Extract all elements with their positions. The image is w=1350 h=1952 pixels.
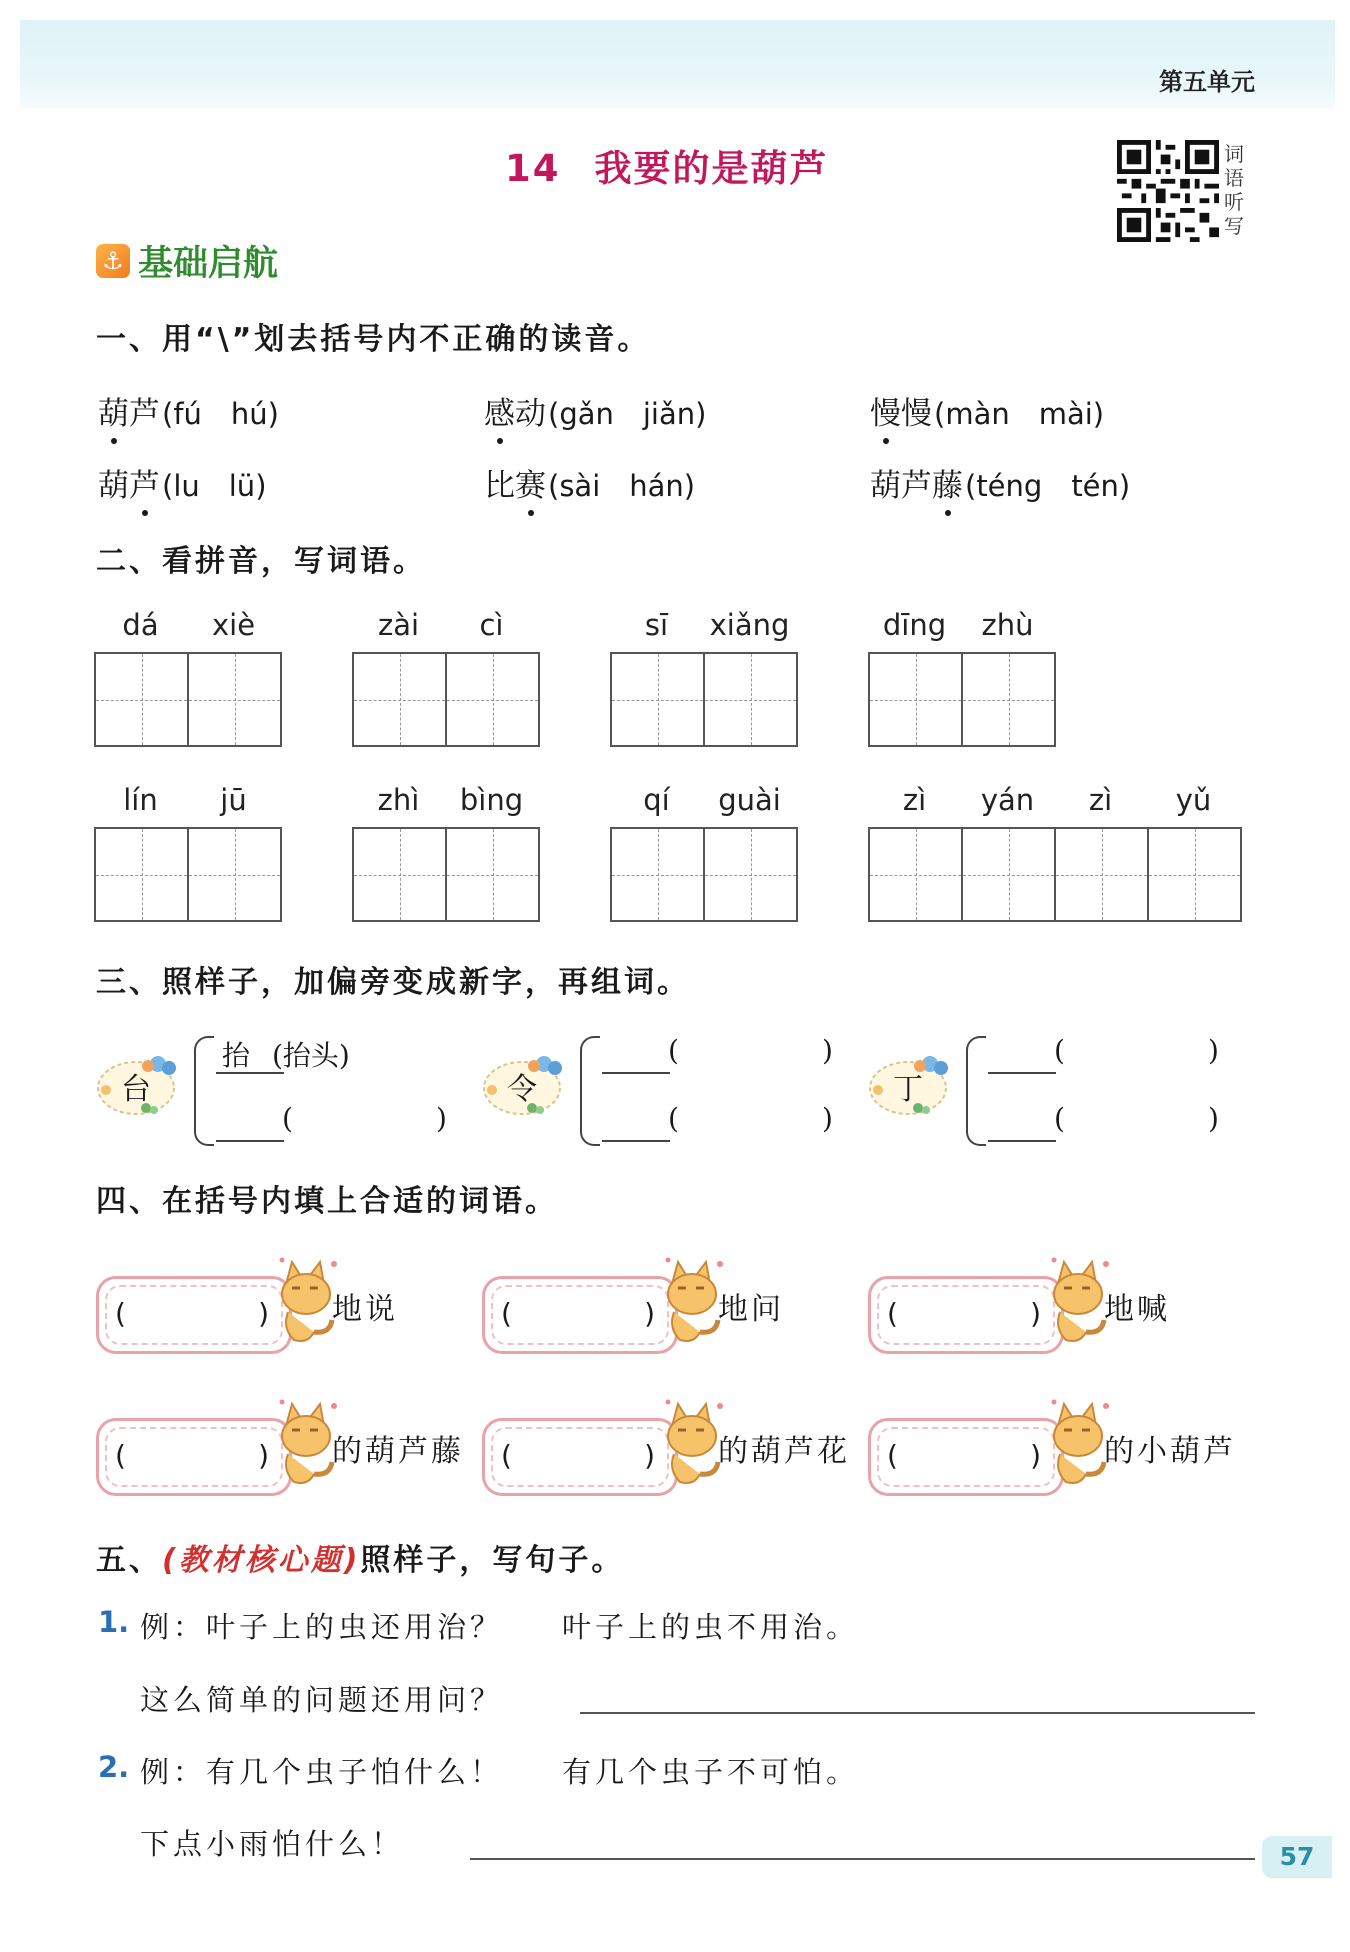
q5-item-1-example: 例：叶子上的虫还用治？ bbox=[140, 1610, 504, 1644]
pinyin-syllable: qí bbox=[643, 783, 670, 817]
section-heading bbox=[96, 236, 278, 286]
base-character: 丁 bbox=[893, 1072, 923, 1107]
q1-item bbox=[870, 388, 1104, 433]
writing-grid bbox=[94, 652, 282, 747]
q5-item-2-example: 例：有几个虫子怕什么！ bbox=[140, 1755, 504, 1789]
grid-cell[interactable] bbox=[612, 829, 703, 920]
dotted-char: 赛 bbox=[515, 468, 546, 504]
right-paren: ) bbox=[1208, 1034, 1219, 1067]
pinyin-options: (gǎn jiǎn) bbox=[548, 397, 707, 431]
writing-grid bbox=[610, 827, 798, 922]
writing-grid bbox=[352, 827, 540, 922]
pinyin-options: (téng tén) bbox=[965, 469, 1131, 503]
left-paren: ( bbox=[1054, 1034, 1065, 1067]
lesson-number: 14 bbox=[505, 147, 561, 190]
lesson-name: 我要的是葫芦 bbox=[594, 147, 829, 190]
dotted-char: 感 bbox=[484, 396, 515, 432]
pinyin-syllable: dīng bbox=[882, 608, 947, 642]
dotted-char: 葫 bbox=[98, 396, 129, 432]
anchor-icon: ⚓ bbox=[96, 244, 130, 278]
grid-cell[interactable] bbox=[354, 829, 445, 920]
grid-cell[interactable] bbox=[1147, 829, 1240, 920]
writing-grid bbox=[94, 827, 282, 922]
dotted-char: 藤 bbox=[932, 468, 963, 504]
brace bbox=[194, 1036, 214, 1146]
cat-icon bbox=[1050, 1254, 1112, 1346]
phrase-suffix: 地喊 bbox=[1104, 1292, 1170, 1327]
example-character: 抬 bbox=[222, 1039, 251, 1072]
dotted-char: 慢 bbox=[870, 396, 901, 432]
cat-decoration bbox=[1050, 1254, 1112, 1346]
grid-cell[interactable] bbox=[96, 829, 187, 920]
right-paren: ) bbox=[258, 1297, 269, 1330]
cat-decoration bbox=[664, 1396, 726, 1488]
page-number: 57 bbox=[1262, 1836, 1332, 1878]
pinyin-syllable: zhù bbox=[981, 608, 1034, 642]
pinyin-syllable: yán bbox=[980, 783, 1035, 817]
grid-cell[interactable] bbox=[187, 829, 280, 920]
grid-cell[interactable] bbox=[870, 829, 961, 920]
answer-box[interactable] bbox=[868, 1418, 1064, 1496]
core-question-tag: (教材核心题) bbox=[162, 1543, 361, 1578]
pinyin-options: (fú hú) bbox=[162, 397, 279, 431]
base-character: 令 bbox=[507, 1072, 537, 1107]
qr-label: 词语听写 bbox=[1224, 142, 1244, 238]
writing-grid bbox=[868, 652, 1056, 747]
q5-title bbox=[96, 1535, 624, 1579]
q3-title: 三、照样子，加偏旁变成新字，再组词。 bbox=[96, 965, 690, 1000]
right-paren: ) bbox=[1030, 1297, 1041, 1330]
cat-decoration bbox=[278, 1396, 340, 1488]
cat-icon bbox=[278, 1254, 340, 1346]
pinyin-label bbox=[94, 608, 280, 642]
grid-cell[interactable] bbox=[703, 654, 796, 745]
q1-title: 一、用“\”划去括号内不正确的读音。 bbox=[96, 322, 651, 357]
pinyin-options: (lu lü) bbox=[162, 469, 267, 503]
word-char: 葫 bbox=[870, 468, 901, 504]
phrase-suffix: 的小葫芦 bbox=[1104, 1434, 1236, 1469]
q1-item bbox=[484, 460, 695, 505]
grid-cell[interactable] bbox=[96, 654, 187, 745]
pinyin-syllable: lín bbox=[123, 783, 158, 817]
pinyin-label bbox=[868, 608, 1054, 642]
grid-cell[interactable] bbox=[961, 654, 1054, 745]
cat-decoration bbox=[664, 1254, 726, 1346]
left-paren: ( bbox=[668, 1034, 679, 1067]
header-band bbox=[20, 20, 1335, 108]
left-paren: ( bbox=[668, 1102, 679, 1135]
flower-badge bbox=[96, 1050, 188, 1122]
pinyin-syllable: xiè bbox=[211, 608, 256, 642]
right-paren: ) bbox=[822, 1034, 833, 1067]
unit-label: 第五单元 bbox=[1159, 68, 1255, 96]
left-paren: ( bbox=[501, 1439, 512, 1472]
answer-box[interactable] bbox=[482, 1276, 678, 1354]
q5-item-1-answer-line[interactable] bbox=[580, 1712, 1255, 1714]
example-word: (抬头) bbox=[272, 1039, 350, 1072]
pinyin-syllable: dá bbox=[122, 608, 159, 642]
cat-decoration bbox=[278, 1254, 340, 1346]
pinyin-syllable: zhì bbox=[377, 783, 420, 817]
new-character-blank[interactable] bbox=[602, 1140, 670, 1142]
q5-item-2-answer: 有几个虫子不可怕。 bbox=[562, 1755, 860, 1789]
grid-cell[interactable] bbox=[187, 654, 280, 745]
grid-cell[interactable] bbox=[354, 654, 445, 745]
answer-box[interactable] bbox=[482, 1418, 678, 1496]
phrase-suffix: 地说 bbox=[332, 1292, 398, 1327]
q1-item bbox=[870, 460, 1130, 505]
lesson-title bbox=[505, 138, 829, 192]
left-paren: ( bbox=[115, 1297, 126, 1330]
pinyin-label bbox=[94, 783, 280, 817]
brace bbox=[580, 1036, 600, 1146]
cat-icon bbox=[664, 1254, 726, 1346]
writing-grid bbox=[352, 652, 540, 747]
cat-decoration bbox=[1050, 1396, 1112, 1488]
pinyin-label bbox=[610, 783, 796, 817]
pinyin-label bbox=[352, 608, 538, 642]
word-char: 动 bbox=[515, 396, 546, 432]
phrase-suffix: 地问 bbox=[718, 1292, 784, 1327]
writing-grid bbox=[610, 652, 798, 747]
pinyin-label bbox=[352, 783, 538, 817]
writing-grid bbox=[868, 827, 1242, 922]
pinyin-label bbox=[610, 608, 796, 642]
section-title: 基础启航 bbox=[138, 244, 279, 284]
answer-box[interactable] bbox=[96, 1418, 292, 1496]
base-character: 台 bbox=[121, 1072, 151, 1107]
left-paren: ( bbox=[887, 1439, 898, 1472]
new-character-blank[interactable] bbox=[988, 1072, 1056, 1074]
q1-item bbox=[98, 460, 267, 505]
pinyin-syllable: yǔ bbox=[1175, 783, 1212, 817]
word-char: 葫 bbox=[98, 468, 129, 504]
right-paren: ) bbox=[644, 1297, 655, 1330]
word-char: 芦 bbox=[129, 396, 160, 432]
pinyin-syllable: zài bbox=[377, 608, 420, 642]
q5-title-suffix: 照样子，写句子。 bbox=[360, 1543, 625, 1578]
grid-cell[interactable] bbox=[445, 829, 538, 920]
right-paren: ) bbox=[822, 1102, 833, 1135]
pinyin-label bbox=[868, 783, 1240, 817]
cat-icon bbox=[664, 1396, 726, 1488]
left-paren: ( bbox=[1054, 1102, 1065, 1135]
left-paren: ( bbox=[282, 1102, 293, 1135]
pinyin-syllable: zì bbox=[1088, 783, 1113, 817]
left-paren: ( bbox=[115, 1439, 126, 1472]
pinyin-syllable: jū bbox=[220, 783, 247, 817]
q1-item bbox=[484, 388, 706, 433]
cat-icon bbox=[1050, 1396, 1112, 1488]
q5-item-1-number: 1. bbox=[98, 1605, 130, 1639]
grid-cell[interactable] bbox=[703, 829, 796, 920]
q4-title: 四、在括号内填上合适的词语。 bbox=[96, 1184, 558, 1219]
grid-cell[interactable] bbox=[612, 654, 703, 745]
right-paren: ) bbox=[1030, 1439, 1041, 1472]
q5-item-2-answer-line[interactable] bbox=[470, 1858, 1255, 1860]
grid-cell[interactable] bbox=[1054, 829, 1147, 920]
new-character-blank[interactable] bbox=[216, 1140, 284, 1142]
right-paren: ) bbox=[644, 1439, 655, 1472]
q5-item-2-task: 下点小雨怕什么！ bbox=[140, 1827, 405, 1861]
phrase-suffix: 的葫芦藤 bbox=[332, 1434, 464, 1469]
left-paren: ( bbox=[887, 1297, 898, 1330]
phrase-suffix: 的葫芦花 bbox=[718, 1434, 850, 1469]
right-paren: ) bbox=[258, 1439, 269, 1472]
pinyin-syllable: xiǎng bbox=[709, 608, 790, 642]
q5-title-prefix: 五、 bbox=[96, 1543, 162, 1578]
brace bbox=[966, 1036, 986, 1146]
dotted-char: 芦 bbox=[129, 468, 160, 504]
flower-badge bbox=[868, 1050, 960, 1122]
grid-cell[interactable] bbox=[870, 654, 961, 745]
answer-box[interactable] bbox=[868, 1276, 1064, 1354]
q1-item bbox=[98, 388, 279, 433]
grid-cell[interactable] bbox=[961, 829, 1054, 920]
left-paren: ( bbox=[501, 1297, 512, 1330]
qr-code-icon[interactable] bbox=[1116, 140, 1220, 242]
new-character-blank[interactable] bbox=[602, 1072, 670, 1074]
pinyin-syllable: bìng bbox=[459, 783, 524, 817]
pinyin-syllable: guài bbox=[718, 783, 781, 817]
word-char: 芦 bbox=[901, 468, 932, 504]
q5-item-1-task: 这么简单的问题还用问？ bbox=[140, 1683, 504, 1717]
new-character-blank[interactable] bbox=[988, 1140, 1056, 1142]
cat-icon bbox=[278, 1396, 340, 1488]
right-paren: ) bbox=[436, 1102, 447, 1135]
pinyin-options: (sài hán) bbox=[548, 469, 696, 503]
pinyin-syllable: cì bbox=[479, 608, 504, 642]
pinyin-syllable: sī bbox=[644, 608, 669, 642]
q5-item-2-number: 2. bbox=[98, 1750, 130, 1784]
word-char: 慢 bbox=[901, 396, 932, 432]
right-paren: ) bbox=[1208, 1102, 1219, 1135]
word-char: 比 bbox=[484, 468, 515, 504]
flower-badge bbox=[482, 1050, 574, 1122]
q2-title: 二、看拼音，写词语。 bbox=[96, 544, 426, 579]
answer-box[interactable] bbox=[96, 1276, 292, 1354]
pinyin-syllable: zì bbox=[902, 783, 927, 817]
grid-cell[interactable] bbox=[445, 654, 538, 745]
pinyin-options: (màn mài) bbox=[934, 397, 1105, 431]
q5-item-1-answer: 叶子上的虫不用治。 bbox=[562, 1610, 860, 1644]
